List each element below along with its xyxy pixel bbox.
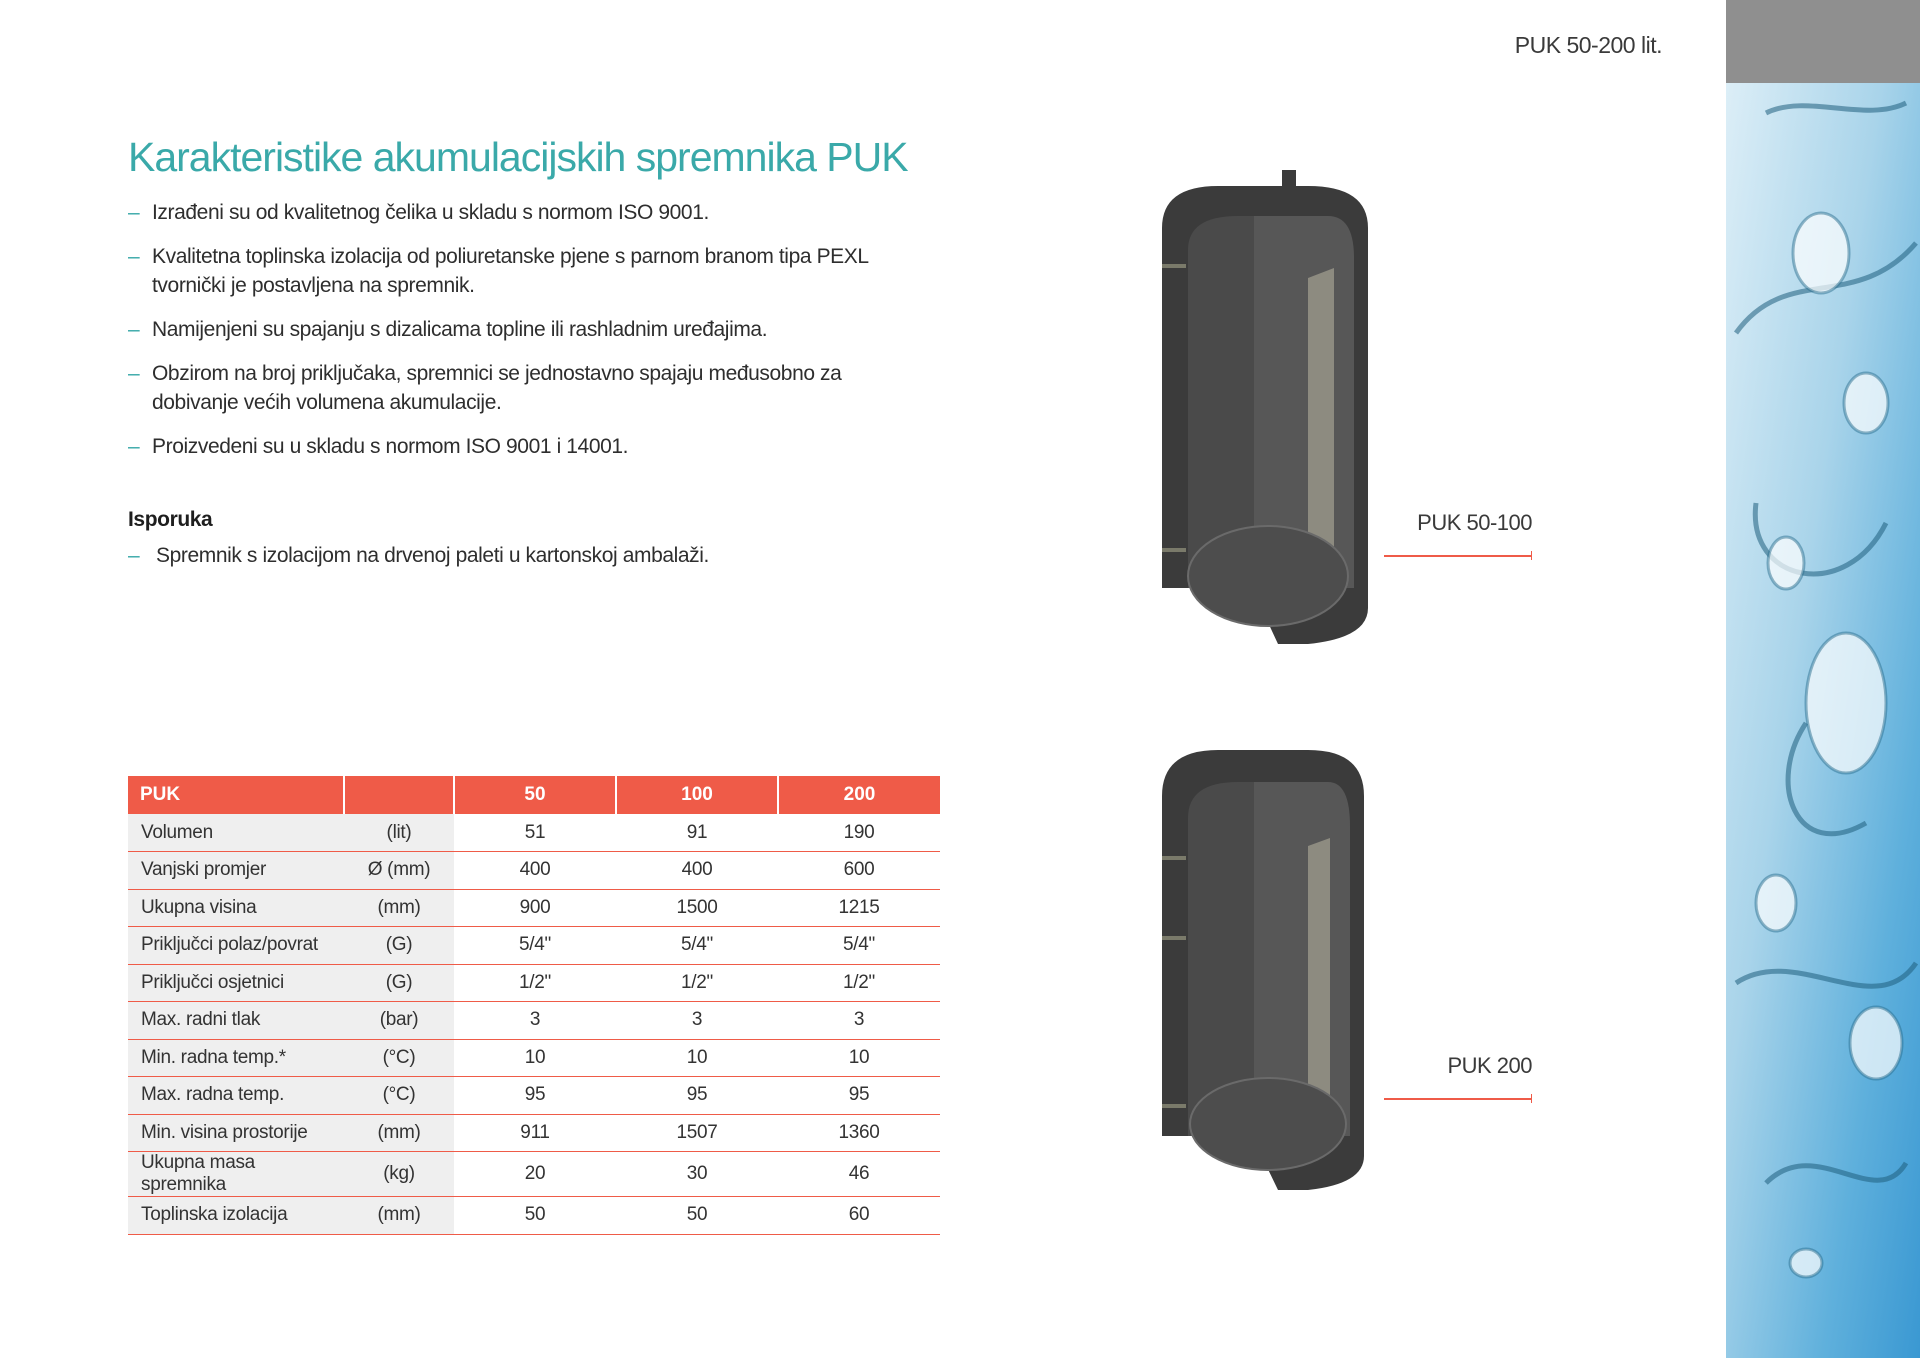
- callout-line: [1384, 1098, 1532, 1100]
- header-cell: PUK: [128, 776, 344, 814]
- page-title: Karakteristike akumulacijskih spremnika PUK: [128, 134, 908, 180]
- parameter-value: 3: [616, 1002, 778, 1040]
- parameter-value: 46: [778, 1152, 940, 1197]
- table-row: [128, 1039, 940, 1077]
- dash-bullet: –: [128, 435, 140, 458]
- table-row: [128, 1152, 940, 1197]
- header-cell: [344, 776, 454, 814]
- dash-bullet: –: [128, 318, 140, 341]
- decorative-side-strip: [1726, 0, 1920, 1358]
- parameter-value: 60: [778, 1197, 940, 1235]
- parameter-unit: (kg): [344, 1152, 454, 1197]
- tank-label-small: PUK 50-100: [1417, 510, 1532, 535]
- parameter-value: 1360: [778, 1114, 940, 1152]
- parameter-value: 51: [454, 814, 616, 852]
- parameter-value: 5/4": [778, 927, 940, 965]
- table-row: [128, 852, 940, 890]
- parameter-name: Max. radna temp.: [128, 1077, 344, 1115]
- delivery-text: – Spremnik s izolacijom na drvenoj paleti u kartonskoj ambalaži.: [128, 541, 888, 570]
- parameter-value: 30: [616, 1152, 778, 1197]
- parameter-value: 1/2": [778, 964, 940, 1002]
- parameter-unit: (lit): [344, 814, 454, 852]
- parameter-value: 50: [616, 1197, 778, 1235]
- parameter-value: 5/4": [616, 927, 778, 965]
- table-row: [128, 964, 940, 1002]
- parameter-value: 1507: [616, 1114, 778, 1152]
- parameter-value: 95: [454, 1077, 616, 1115]
- parameter-value: 10: [616, 1039, 778, 1077]
- parameter-value: 10: [778, 1039, 940, 1077]
- parameter-name: Priključci osjetnici: [128, 964, 344, 1002]
- table-row: [128, 889, 940, 927]
- feature-item: – Proizvedeni su u skladu s normom ISO 9001 i 14001.: [128, 432, 888, 461]
- parameter-value: 95: [778, 1077, 940, 1115]
- header-cell: 100: [616, 776, 778, 814]
- parameter-unit: (°C): [344, 1039, 454, 1077]
- parameter-unit: (G): [344, 964, 454, 1002]
- parameter-value: 91: [616, 814, 778, 852]
- parameter-value: 10: [454, 1039, 616, 1077]
- feature-item: – Izrađeni su od kvalitetnog čelika u skladu s normom ISO 9001.: [128, 198, 888, 227]
- header-cell: 50: [454, 776, 616, 814]
- parameter-unit: (mm): [344, 1114, 454, 1152]
- parameter-value: 190: [778, 814, 940, 852]
- parameter-value: 95: [616, 1077, 778, 1115]
- table-row: [128, 814, 940, 852]
- parameter-value: 20: [454, 1152, 616, 1197]
- parameter-name: Volumen: [128, 814, 344, 852]
- parameter-value: 400: [616, 852, 778, 890]
- parameter-name: Ukupna masa spremnika: [128, 1152, 344, 1197]
- sidebar-grey-bar: [1726, 0, 1920, 83]
- tank-cutaway-icon: [1158, 746, 1372, 1190]
- parameter-value: 1/2": [454, 964, 616, 1002]
- table-row: [128, 1002, 940, 1040]
- feature-list: [128, 198, 888, 476]
- tank-label-large: PUK 200: [1447, 1053, 1532, 1078]
- feature-item: – Kvalitetna toplinska izolacija od poliuretanske pjene s parnom branom tipa PEXL tvornički je postavljena na spremnik.: [128, 242, 888, 300]
- parameter-value: 5/4": [454, 927, 616, 965]
- header-cell: 200: [778, 776, 940, 814]
- parameter-value: 900: [454, 889, 616, 927]
- table-row: [128, 927, 940, 965]
- parameter-value: 3: [778, 1002, 940, 1040]
- parameter-name: Max. radni tlak: [128, 1002, 344, 1040]
- dash-bullet: –: [128, 544, 140, 567]
- callout-line: [1384, 555, 1532, 557]
- feature-item: – Obzirom na broj priključaka, spremnici se jednostavno spajaju međusobno za dobivanje većih volumena akumulacije.: [128, 359, 888, 417]
- parameter-unit: (mm): [344, 1197, 454, 1235]
- parameter-value: 1215: [778, 889, 940, 927]
- delivery-heading: Isporuka: [128, 508, 213, 531]
- dash-bullet: –: [128, 201, 140, 224]
- parameter-name: Priključci polaz/povrat: [128, 927, 344, 965]
- table-row: [128, 1197, 940, 1235]
- parameter-unit: (mm): [344, 889, 454, 927]
- water-splash-image: [1726, 83, 1920, 1358]
- model-range-label: PUK 50-200 lit.: [1514, 32, 1662, 58]
- specification-table: [128, 776, 940, 1235]
- parameter-name: Toplinska izolacija: [128, 1197, 344, 1235]
- table-header-row: [128, 776, 940, 814]
- parameter-name: Vanjski promjer: [128, 852, 344, 890]
- dash-bullet: –: [128, 362, 140, 385]
- parameter-value: 1/2": [616, 964, 778, 1002]
- parameter-value: 1500: [616, 889, 778, 927]
- parameter-unit: (°C): [344, 1077, 454, 1115]
- parameter-unit: (bar): [344, 1002, 454, 1040]
- feature-item: – Namijenjeni su spajanju s dizalicama topline ili rashladnim uređajima.: [128, 315, 888, 344]
- tank-cutaway-icon: [1158, 168, 1372, 644]
- parameter-unit: Ø (mm): [344, 852, 454, 890]
- parameter-value: 400: [454, 852, 616, 890]
- parameter-name: Min. radna temp.*: [128, 1039, 344, 1077]
- parameter-value: 3: [454, 1002, 616, 1040]
- table-row: [128, 1077, 940, 1115]
- parameter-value: 911: [454, 1114, 616, 1152]
- table-row: [128, 1114, 940, 1152]
- parameter-unit: (G): [344, 927, 454, 965]
- parameter-name: Min. visina prostorije: [128, 1114, 344, 1152]
- parameter-value: 600: [778, 852, 940, 890]
- dash-bullet: –: [128, 245, 140, 268]
- parameter-name: Ukupna visina: [128, 889, 344, 927]
- parameter-value: 50: [454, 1197, 616, 1235]
